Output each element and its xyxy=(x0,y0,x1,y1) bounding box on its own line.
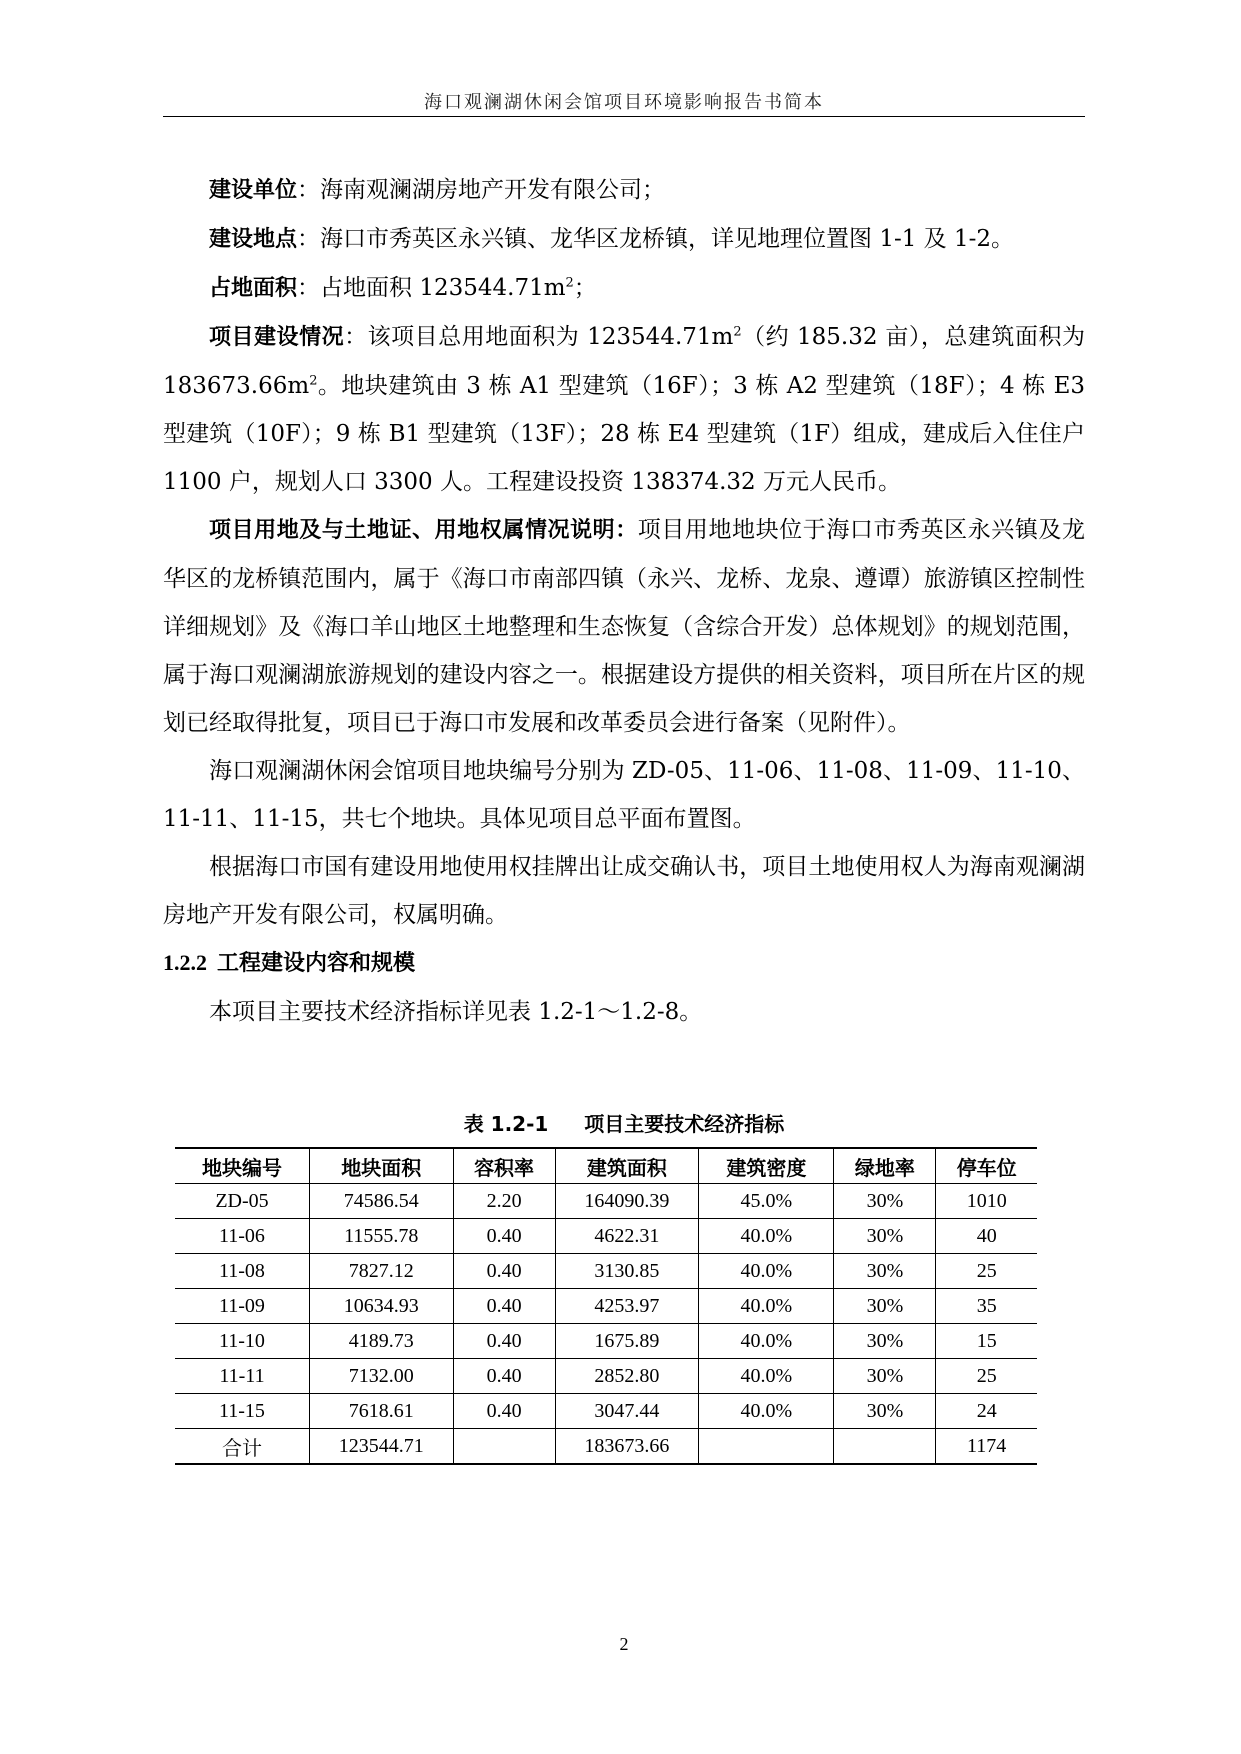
table-cell: 15 xyxy=(936,1324,1037,1359)
section-heading xyxy=(163,939,1085,988)
table-cell: 40.0% xyxy=(699,1394,834,1429)
table-body xyxy=(175,1184,1037,1465)
label-construction-site: 建设地点 xyxy=(209,227,298,252)
table-cell: 25 xyxy=(936,1254,1037,1289)
table-header-cell: 停车位 xyxy=(936,1148,1037,1184)
table-cell: 45.0% xyxy=(699,1184,834,1219)
paragraph-construction-unit xyxy=(163,166,1085,215)
table-cell: 30% xyxy=(834,1254,936,1289)
table-cell: 7618.61 xyxy=(309,1394,453,1429)
table-cell: 1675.89 xyxy=(555,1324,699,1359)
table-row xyxy=(175,1184,1037,1219)
section-number: 1.2.2 xyxy=(163,950,207,975)
text-construction-status-b: （约 185.32 亩），总建筑面积为 183673.66m xyxy=(163,324,1085,399)
table-header-cell: 建筑密度 xyxy=(699,1148,834,1184)
table-cell: 7132.00 xyxy=(309,1359,453,1394)
table-cell: 0.40 xyxy=(453,1359,555,1394)
table-cell: 40.0% xyxy=(699,1324,834,1359)
document-body xyxy=(163,166,1085,1036)
running-header: 海口观澜湖休闲会馆项目环境影响报告书简本 xyxy=(424,92,824,113)
table-row xyxy=(175,1254,1037,1289)
table-cell: 11555.78 xyxy=(309,1219,453,1254)
superscript-2: 2 xyxy=(733,324,742,340)
table-header-cell: 地块编号 xyxy=(175,1148,309,1184)
table-header-cell: 地块面积 xyxy=(309,1148,453,1184)
table-cell: ZD-05 xyxy=(175,1184,309,1219)
text-construction-unit: ：海南观澜湖房地产开发有限公司； xyxy=(297,177,666,203)
table-cell: 30% xyxy=(834,1359,936,1394)
table-cell: 30% xyxy=(834,1219,936,1254)
table-cell: 24 xyxy=(936,1394,1037,1429)
text-land-area-end: ； xyxy=(573,275,597,301)
table-cell xyxy=(453,1429,555,1465)
table-cell xyxy=(834,1429,936,1465)
table-cell: 0.40 xyxy=(453,1289,555,1324)
paragraph-construction-status xyxy=(163,313,1085,506)
paragraph-land-ownership xyxy=(163,506,1085,747)
text-land-ownership: 项目用地地块位于海口市秀英区永兴镇及龙华区的龙桥镇范围内，属于《海口市南部四镇（永兴、龙桥、龙泉、遵谭）旅游镇区控制性详细规划》及《海口羊山地区土地整理和生态恢复（含综合开发）总体规划》的规划范围，属于海口观澜湖旅游规划的建设内容之一。根据建设方提供的相关资料，项目所在片区的规划已经取得批复，项目已于海口市发展和改革委员会进行备案（见附件）。 xyxy=(163,517,1085,736)
table-cell: 183673.66 xyxy=(555,1429,699,1465)
table-cell: 2.20 xyxy=(453,1184,555,1219)
table-row xyxy=(175,1429,1037,1465)
table-cell: 3047.44 xyxy=(555,1394,699,1429)
paragraph-construction-site xyxy=(163,215,1085,264)
text-construction-site: ：海口市秀英区永兴镇、龙华区龙桥镇，详见地理位置图 1-1 及 1-2。 xyxy=(297,226,1015,252)
table-cell: 10634.93 xyxy=(309,1289,453,1324)
table-row xyxy=(175,1394,1037,1429)
table-row xyxy=(175,1359,1037,1394)
table-caption-number: 表 1.2-1 xyxy=(463,1112,549,1136)
table-row xyxy=(175,1219,1037,1254)
table-cell: 7827.12 xyxy=(309,1254,453,1289)
table-caption-title: 项目主要技术经济指标 xyxy=(584,1112,785,1136)
table-cell: 30% xyxy=(834,1184,936,1219)
table-cell: 11-11 xyxy=(175,1359,309,1394)
table-cell: 30% xyxy=(834,1324,936,1359)
table-cell: 0.40 xyxy=(453,1394,555,1429)
label-construction-status: 项目建设情况 xyxy=(209,325,345,350)
table-cell: 0.40 xyxy=(453,1219,555,1254)
page-number: 2 xyxy=(619,1634,629,1654)
header-divider xyxy=(163,116,1085,117)
table-cell: 74586.54 xyxy=(309,1184,453,1219)
paragraph-land-area xyxy=(163,264,1085,313)
section-title: 工程建设内容和规模 xyxy=(217,951,416,976)
superscript-2: 2 xyxy=(309,373,318,389)
text-land-area: ：占地面积 123544.71m xyxy=(297,275,566,301)
table-cell: 164090.39 xyxy=(555,1184,699,1219)
table-cell: 4253.97 xyxy=(555,1289,699,1324)
table-cell: 1010 xyxy=(936,1184,1037,1219)
paragraph-land-right: 根据海口市国有建设用地使用权挂牌出让成交确认书，项目土地使用权人为海南观澜湖房地产开发有限公司，权属明确。 xyxy=(163,854,1085,928)
table-header-row xyxy=(175,1148,1037,1184)
table-cell: 123544.71 xyxy=(309,1429,453,1465)
table-cell: 40.0% xyxy=(699,1219,834,1254)
table-cell: 11-15 xyxy=(175,1394,309,1429)
table-cell: 0.40 xyxy=(453,1254,555,1289)
technical-indicators-table xyxy=(175,1147,1037,1465)
table-header-cell: 绿地率 xyxy=(834,1148,936,1184)
table-cell: 40.0% xyxy=(699,1359,834,1394)
label-land-area: 占地面积 xyxy=(209,276,298,301)
table-header-cell: 容积率 xyxy=(453,1148,555,1184)
table-cell: 40 xyxy=(936,1219,1037,1254)
table-cell: 40.0% xyxy=(699,1254,834,1289)
table-cell: 3130.85 xyxy=(555,1254,699,1289)
table-cell: 11-08 xyxy=(175,1254,309,1289)
table-cell: 11-10 xyxy=(175,1324,309,1359)
table-cell: 1174 xyxy=(936,1429,1037,1465)
table-cell: 25 xyxy=(936,1359,1037,1394)
table-cell: 30% xyxy=(834,1394,936,1429)
table-cell: 合计 xyxy=(175,1429,309,1465)
table-cell: 4622.31 xyxy=(555,1219,699,1254)
table-header-cell: 建筑面积 xyxy=(555,1148,699,1184)
table-cell: 35 xyxy=(936,1289,1037,1324)
table-caption xyxy=(163,1108,1085,1137)
text-construction-status-c: 。地块建筑由 3 栋 A1 型建筑（16F）；3 栋 A2 型建筑（18F）；4 栋 E3 型建筑（10F）；9 栋 B1 型建筑（13F）；28 栋 E4 型建筑（1F）组成，建成后入住住户 1100 户，规划人口 3300 人。工程建设投资 138374.32 万元人民币。 xyxy=(163,373,1085,495)
table-row xyxy=(175,1324,1037,1359)
table-cell: 40.0% xyxy=(699,1289,834,1324)
table-cell: 30% xyxy=(834,1289,936,1324)
paragraph-plot-numbers: 海口观澜湖休闲会馆项目地块编号分别为 ZD-05、11-06、11-08、11-09、11-10、11-11、11-15，共七个地块。具体见项目总平面布置图。 xyxy=(163,758,1085,832)
table-cell: 0.40 xyxy=(453,1324,555,1359)
text-construction-status-a: ：该项目总用地面积为 123544.71m xyxy=(344,324,734,350)
superscript-2: 2 xyxy=(565,275,574,291)
table-cell: 4189.73 xyxy=(309,1324,453,1359)
table-cell: 11-06 xyxy=(175,1219,309,1254)
table-cell xyxy=(699,1429,834,1465)
label-land-ownership: 项目用地及与土地证、用地权属情况说明： xyxy=(209,518,638,543)
table-cell: 2852.80 xyxy=(555,1359,699,1394)
table-row xyxy=(175,1289,1037,1324)
paragraph-table-reference: 本项目主要技术经济指标详见表 1.2-1～1.2-8。 xyxy=(209,999,703,1025)
table-cell: 11-09 xyxy=(175,1289,309,1324)
label-construction-unit: 建设单位 xyxy=(209,178,298,203)
